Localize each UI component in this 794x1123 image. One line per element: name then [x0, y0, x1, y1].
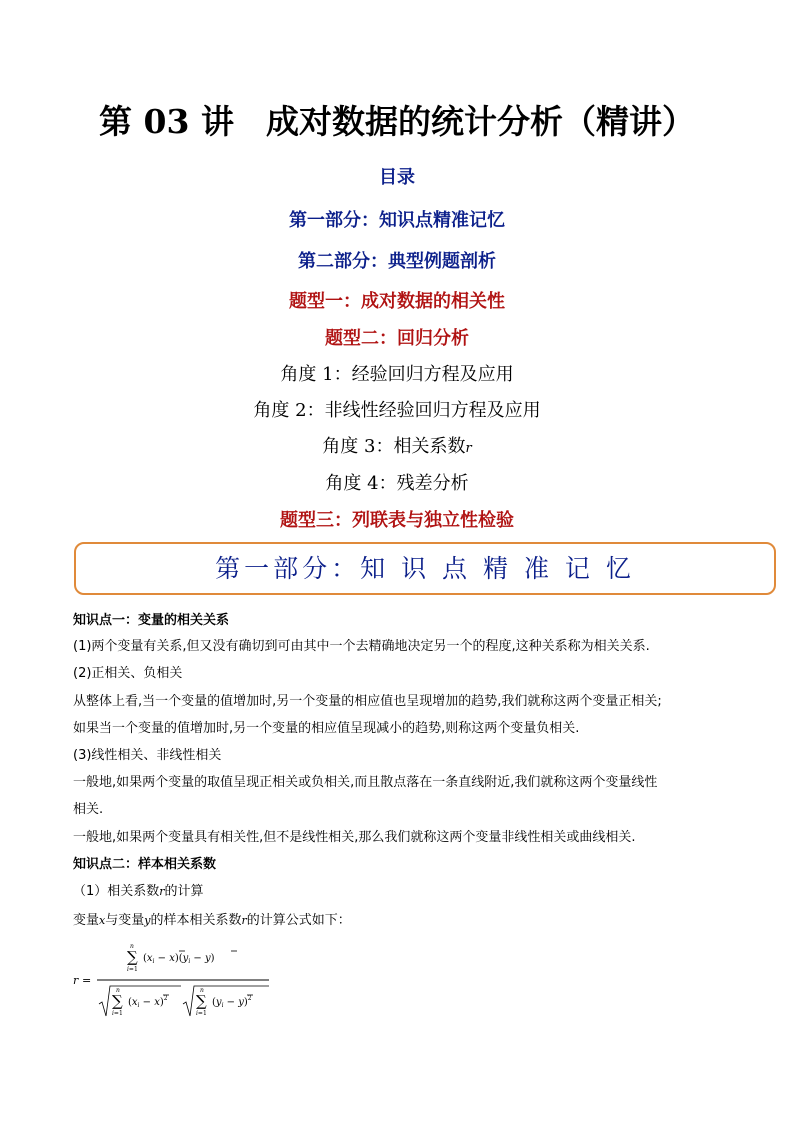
kp1-paragraph-8: 一般地,如果两个变量具有相关性,但不是线性相关,那么我们就称这两个变量非线性相关或曲线相关. [73, 830, 636, 845]
toc-part1[interactable]: 第一部分：知识点精准记忆 [289, 210, 505, 231]
toc-type1[interactable]: 题型一：成对数据的相关性 [289, 291, 505, 312]
toc-part2[interactable]: 第二部分：典型例题剖析 [298, 251, 496, 272]
var-x: x [99, 914, 106, 927]
section-title: 第一部分：知 识 点 精 准 记 忆 [215, 554, 635, 583]
kp1-paragraph-5: (3)线性相关、非线性相关 [73, 748, 222, 763]
svg-text:i=1: i=1 [127, 966, 138, 973]
svg-text:(xi − x)2: $(x_i - x)^2$ [128, 995, 168, 1009]
toc-type2[interactable]: 题型二：回归分析 [325, 328, 469, 349]
svg-text:i=1: i=1 [112, 1010, 123, 1017]
kp2-p2-text-d: 的计算公式如下： [246, 913, 351, 928]
toc-heading: 目录 [379, 167, 415, 188]
kp2-p1-text-b: 的计算 [164, 884, 204, 899]
lecture-topic: 成对数据的统计分析（精讲） [265, 102, 695, 141]
var-r: r [159, 885, 165, 898]
kp1-title: 知识点一：变量的相关关系 [73, 613, 230, 628]
toc-angle3-label: 角度 3：相关系数 [322, 436, 466, 457]
kp1-paragraph-3: 从整体上看,当一个变量的值增加时,另一个变量的相应值也呈现增加的趋势,我们就称这两个变量正相关; [73, 694, 662, 709]
section-header-box [74, 542, 776, 595]
kp1-paragraph-1: (1)两个变量有关系,但又没有确切到可由其中一个去精确地决定另一个的程度,这种关系称为相关关系. [73, 639, 650, 654]
svg-text:∑: ∑ [112, 992, 123, 1010]
lecture-number: 第 03 讲 [99, 102, 234, 141]
kp2-p2-text-b: 与变量 [105, 913, 145, 928]
var-y: y [144, 914, 151, 927]
kp2-paragraph-1 [73, 880, 204, 899]
svg-text:n: n [200, 987, 204, 994]
toc-angle2[interactable]: 角度 2：非线性经验回归方程及应用 [253, 400, 541, 421]
svg-text:∑: ∑ [196, 992, 207, 1010]
svg-text:(yi − y)2: $(y_i - y)^2$ [212, 995, 252, 1009]
toc-angle3-var: r [465, 441, 472, 456]
formula-equals: = [82, 974, 92, 987]
document-title [0, 96, 794, 143]
numerator-terms: $(x_i - x)(y_i - y)$ [143, 953, 215, 965]
kp1-paragraph-6: 一般地,如果两个变量的取值呈现正相关或负相关,而且散点落在一条直线附近,我们就称这两个变量线性 [73, 775, 658, 790]
toc-angle1[interactable]: 角度 1：经验回归方程及应用 [280, 364, 514, 385]
kp2-p1-text-a: （1）相关系数 [73, 884, 160, 899]
kp2-paragraph-2 [73, 909, 351, 928]
var-r-2: r [241, 914, 247, 927]
kp2-title: 知识点二：样本相关系数 [73, 857, 217, 872]
numerator-sum-symbol: ∑ [127, 948, 138, 966]
formula-r: r [73, 974, 79, 987]
svg-text:i=1: i=1 [196, 1010, 207, 1017]
toc-type3[interactable]: 题型三：列联表与独立性检验 [280, 510, 514, 531]
toc-angle4[interactable]: 角度 4：残差分析 [325, 473, 469, 494]
kp2-p2-text-a: 变量 [73, 913, 100, 928]
correlation-formula [73, 940, 283, 1025]
toc-angle3[interactable] [0, 432, 794, 458]
kp1-paragraph-2: (2)正相关、负相关 [73, 666, 183, 681]
svg-text:n: n [116, 987, 120, 994]
kp1-paragraph-4: 如果当一个变量的值增加时,另一个变量的相应值呈现减小的趋势,则称这两个变量负相关. [73, 721, 580, 736]
kp1-paragraph-7: 相关. [73, 802, 104, 817]
kp2-p2-text-c: 的样本相关系数 [150, 913, 242, 928]
svg-text:n: n [130, 943, 134, 950]
